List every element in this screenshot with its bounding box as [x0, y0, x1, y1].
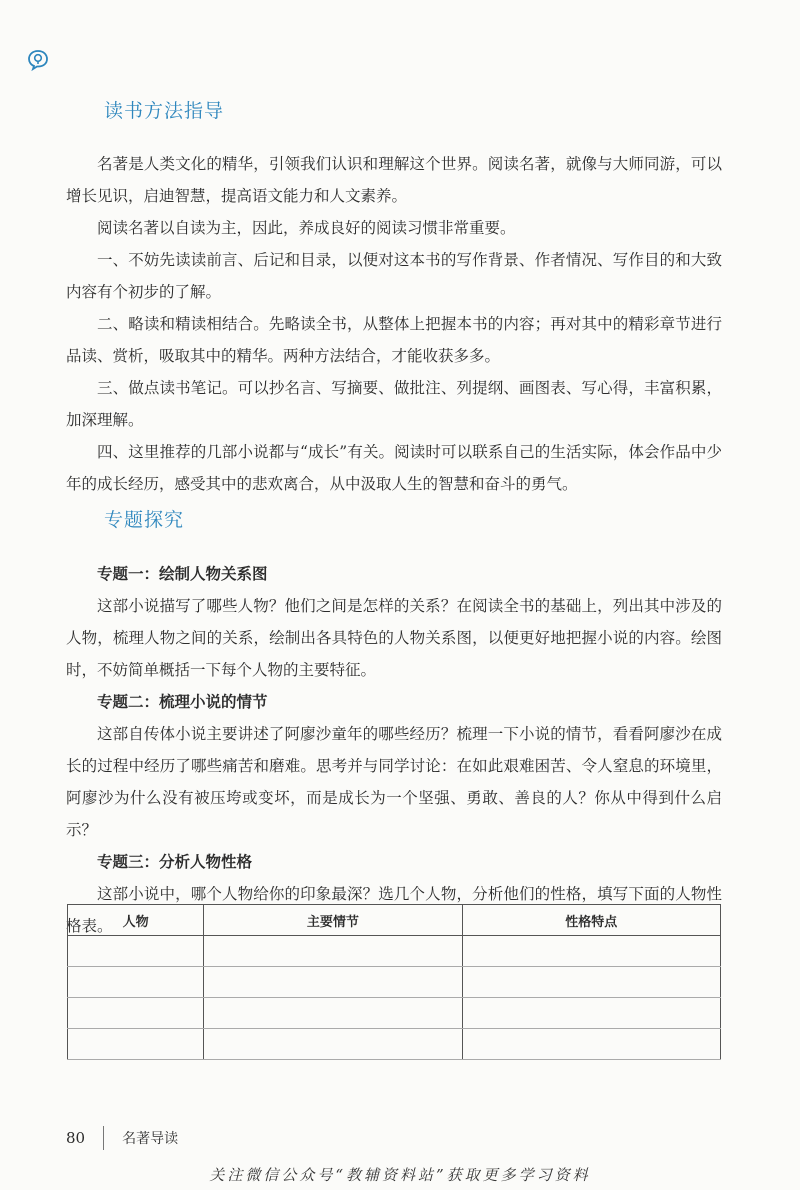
paragraph: 三、做点读书笔记。可以抄名言、写摘要、做批注、列提纲、画图表、写心得，丰富积累，加深理解。 — [66, 379, 722, 429]
table-cell — [462, 967, 720, 998]
table-row — [68, 936, 721, 967]
footer-divider — [103, 1126, 104, 1150]
paragraph: 这部小说中，哪个人物给你的印象最深？选几个人物，分析他们的性格，填写下面的人物性格表。 — [66, 885, 722, 935]
table-cell — [204, 1029, 462, 1060]
table-cell — [462, 1029, 720, 1060]
table-cell — [462, 998, 720, 1029]
reading-method-body — [66, 148, 722, 500]
section-title-reading-method: 读书方法指导 — [104, 100, 225, 122]
table-cell — [68, 967, 204, 998]
speech-bubble-icon — [26, 48, 50, 72]
topic-heading: 专题三：分析人物性格 — [97, 853, 253, 871]
paragraph: 阅读名著以自读为主，因此，养成良好的阅读习惯非常重要。 — [97, 219, 516, 237]
section-title-topic-study: 专题探究 — [104, 509, 185, 531]
paragraph: 这部自传体小说主要讲述了阿廖沙童年的哪些经历？梳理一下小说的情节，看看阿廖沙在成长的过程中经历了哪些痛苦和磨难。思考并与同学讨论：在如此艰难困苦、令人窒息的环境里，阿廖沙为什么没有被压垮或变坏，而是成长为一个坚强、勇敢、善良的人？你从中得到什么启示？ — [66, 725, 722, 839]
table-row — [68, 967, 721, 998]
table-cell — [204, 998, 462, 1029]
table-header: 人物 — [68, 905, 204, 936]
table-cell — [68, 998, 204, 1029]
topic-heading: 专题一：绘制人物关系图 — [97, 565, 268, 583]
book-name: 名著导读 — [122, 1131, 179, 1147]
topic-heading: 专题二：梳理小说的情节 — [97, 693, 268, 711]
paragraph: 一、不妨先读读前言、后记和目录，以便对这本书的写作背景、作者情况、写作目的和大致内容有个初步的了解。 — [66, 251, 722, 301]
table-cell — [462, 936, 720, 967]
table-row — [68, 998, 721, 1029]
page-footer — [66, 1126, 178, 1150]
table-cell — [204, 936, 462, 967]
table-header: 主要情节 — [204, 905, 462, 936]
paragraph: 四、这里推荐的几部小说都与“成长”有关。阅读时可以联系自己的生活实际，体会作品中少年的成长经历，感受其中的悲欢离合，从中汲取人生的智慧和奋斗的勇气。 — [66, 443, 722, 493]
character-trait-table — [67, 904, 721, 1060]
page-number: 80 — [66, 1129, 86, 1147]
table-cell — [68, 1029, 204, 1060]
table-cell — [204, 967, 462, 998]
paragraph: 二、略读和精读相结合。先略读全书，从整体上把握本书的内容；再对其中的精彩章节进行品读、赏析，吸取其中的精华。两种方法结合，才能收获多多。 — [66, 315, 722, 365]
watermark: 关注微信公众号“教辅资料站”获取更多学习资料 — [209, 1166, 591, 1184]
table-row — [68, 1029, 721, 1060]
topic-study-body — [66, 558, 722, 942]
paragraph: 名著是人类文化的精华，引领我们认识和理解这个世界。阅读名著，就像与大师同游，可以增长见识，启迪智慧，提高语文能力和人文素养。 — [66, 155, 722, 205]
paragraph: 这部小说描写了哪些人物？他们之间是怎样的关系？在阅读全书的基础上，列出其中涉及的人物，梳理人物之间的关系，绘制出各具特色的人物关系图，以便更好地把握小说的内容。绘图时，不妨简单概括一下每个人物的主要特征。 — [66, 597, 722, 679]
table-header: 性格特点 — [462, 905, 720, 936]
table-cell — [68, 936, 204, 967]
